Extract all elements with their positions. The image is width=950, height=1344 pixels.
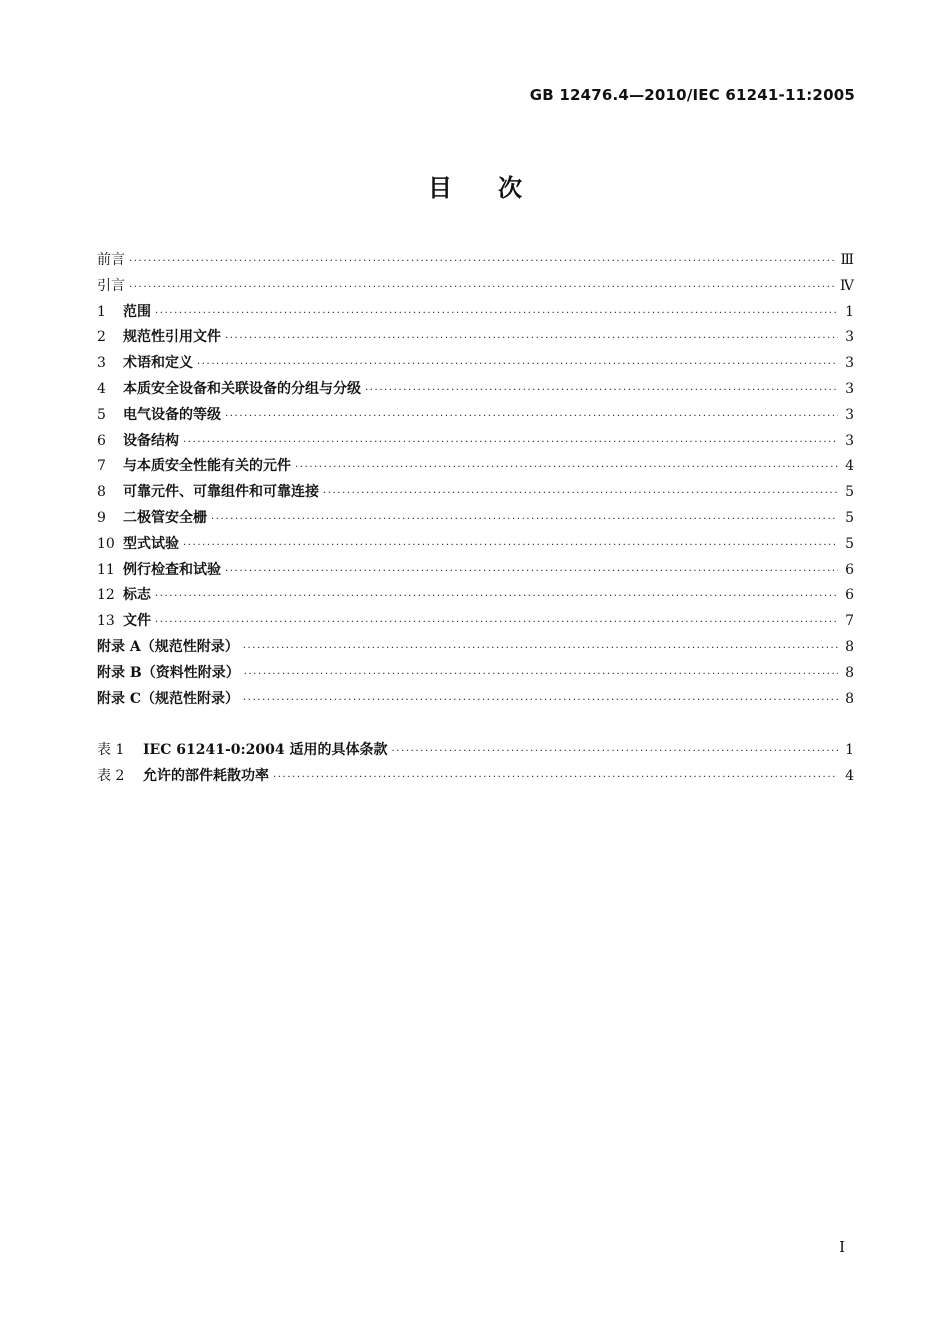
leader-dots (155, 584, 838, 610)
table-entry-1[interactable] (97, 738, 854, 764)
toc-entry-annex-c[interactable] (97, 687, 854, 713)
toc-entry-number: 4 (97, 380, 106, 397)
standard-number: GB 12476.4—2010/IEC 61241-11:2005 (529, 86, 855, 104)
list-of-tables (97, 738, 854, 790)
toc-entry-page: 8 (845, 664, 854, 681)
leader-dots (155, 610, 838, 636)
leader-dots (365, 378, 838, 404)
toc-entry-label: 型式试验 (123, 535, 179, 552)
toc-entry-annex-b[interactable] (97, 661, 854, 687)
leader-dots (273, 765, 838, 791)
toc-entry-label: 前言 (97, 252, 125, 268)
toc-entry-5[interactable] (97, 403, 854, 429)
leader-dots (129, 249, 834, 275)
toc-entry-page: 8 (845, 690, 854, 707)
table-entry-page: 4 (845, 767, 854, 784)
toc-entry-page: 5 (845, 484, 854, 501)
toc-entry-4[interactable] (97, 377, 854, 403)
toc-entry-page: 8 (845, 638, 854, 655)
toc-entry-page: 1 (845, 303, 854, 320)
toc-entry-label: 附录 C（规范性附录） (97, 690, 240, 707)
leader-dots (244, 662, 838, 688)
toc-entry-number: 3 (97, 355, 106, 372)
page-title: 目次 (428, 174, 568, 202)
toc-entry-label: 附录 B（资料性附录） (97, 664, 240, 681)
toc-entry-foreword[interactable] (97, 248, 854, 274)
leader-dots (225, 404, 838, 430)
leader-dots (183, 430, 838, 456)
toc-entry-11[interactable] (97, 558, 854, 584)
toc-entry-label: 电气设备的等级 (123, 406, 221, 423)
leader-dots (197, 352, 838, 378)
toc-entry-2[interactable] (97, 325, 854, 351)
toc-entry-page: 6 (845, 587, 854, 604)
toc-entry-page: 6 (845, 561, 854, 578)
toc-entry-page: Ⅳ (840, 277, 854, 294)
toc-entry-page: 7 (845, 613, 854, 630)
table-entry-number: 表 2 (97, 767, 125, 784)
toc-entry-page: 3 (845, 406, 854, 423)
toc-entry-label: 范围 (123, 303, 151, 320)
leader-dots (183, 533, 838, 559)
table-of-contents (97, 248, 854, 712)
table-entry-page: 1 (845, 742, 854, 758)
toc-entry-13[interactable] (97, 609, 854, 635)
toc-entry-number: 8 (97, 484, 106, 501)
toc-entry-number: 2 (97, 329, 106, 346)
toc-entry-label: 可靠元件、可靠组件和可靠连接 (123, 484, 319, 501)
toc-entry-label: 二极管安全栅 (123, 509, 207, 526)
toc-entry-12[interactable] (97, 583, 854, 609)
leader-dots (392, 739, 838, 765)
table-entry-label: 允许的部件耗散功率 (143, 767, 269, 784)
toc-entry-number: 13 (97, 613, 115, 630)
toc-entry-number: 10 (97, 535, 115, 552)
table-entry-2[interactable] (97, 764, 854, 790)
toc-entry-label: 本质安全设备和关联设备的分组与分级 (123, 380, 361, 397)
toc-entry-page: 5 (845, 509, 854, 526)
toc-entry-7[interactable] (97, 454, 854, 480)
toc-entry-number: 9 (97, 509, 106, 526)
toc-entry-number: 11 (97, 561, 115, 578)
leader-dots (323, 481, 838, 507)
toc-entry-label: 术语和定义 (123, 355, 193, 372)
toc-entry-page: 3 (845, 380, 854, 397)
toc-entry-label: 引言 (97, 277, 125, 294)
toc-entry-page: 3 (845, 355, 854, 372)
toc-entry-label: 例行检查和试验 (123, 561, 221, 578)
page-number: I (839, 1238, 845, 1256)
table-entry-number: 表 1 (97, 742, 125, 758)
leader-dots (129, 275, 834, 301)
leader-dots (243, 636, 838, 662)
toc-entry-page: 4 (845, 458, 854, 475)
table-entry-label: IEC 61241-0:2004 适用的具体条款 (143, 742, 388, 758)
leader-dots (225, 559, 838, 585)
toc-entry-label: 设备结构 (123, 432, 179, 449)
leader-dots (295, 455, 838, 481)
toc-entry-10[interactable] (97, 532, 854, 558)
toc-entry-label: 附录 A（规范性附录） (97, 638, 239, 655)
toc-entry-number: 5 (97, 406, 106, 423)
toc-entry-number: 1 (97, 303, 106, 320)
toc-entry-page: Ⅲ (840, 252, 854, 268)
toc-entry-number: 12 (97, 587, 115, 604)
toc-entry-9[interactable] (97, 506, 854, 532)
toc-entry-number: 7 (97, 458, 106, 475)
leader-dots (155, 301, 838, 327)
toc-entry-page: 5 (845, 535, 854, 552)
toc-entry-label: 标志 (123, 587, 151, 604)
leader-dots (243, 688, 838, 714)
toc-entry-label: 规范性引用文件 (123, 329, 221, 346)
toc-entry-3[interactable] (97, 351, 854, 377)
toc-entry-label: 文件 (123, 613, 151, 630)
toc-entry-1[interactable] (97, 300, 854, 326)
toc-entry-page: 3 (845, 329, 854, 346)
leader-dots (211, 507, 838, 533)
toc-entry-introduction[interactable] (97, 274, 854, 300)
toc-entry-8[interactable] (97, 480, 854, 506)
toc-entry-page: 3 (845, 432, 854, 449)
toc-entry-number: 6 (97, 432, 106, 449)
toc-entry-label: 与本质安全性能有关的元件 (123, 458, 291, 475)
toc-entry-6[interactable] (97, 429, 854, 455)
leader-dots (225, 326, 838, 352)
toc-entry-annex-a[interactable] (97, 635, 854, 661)
